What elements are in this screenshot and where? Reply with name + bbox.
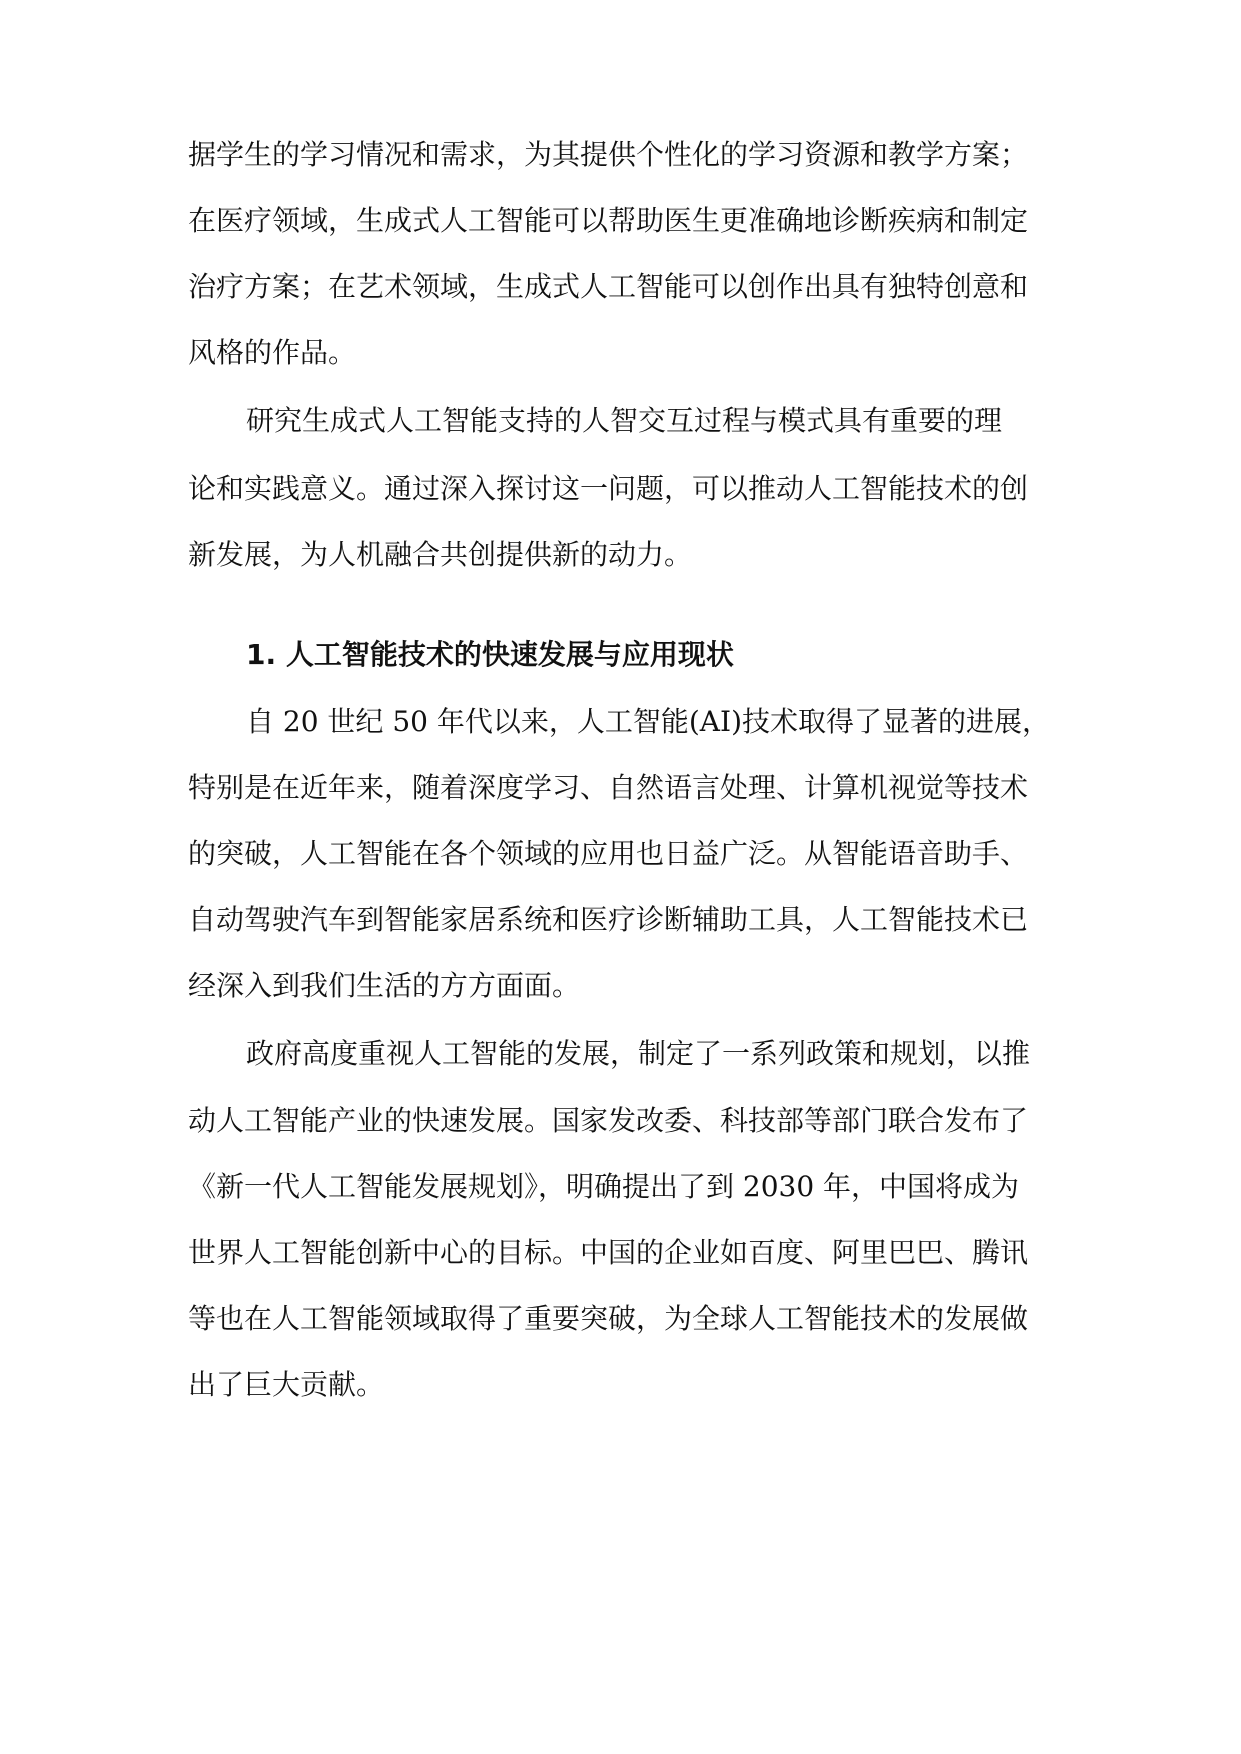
section-heading: 1. 人工智能技术的快速发展与应用现状	[246, 638, 734, 671]
section-paragraph-2-line-6: 出了巨大贡献。	[188, 1368, 385, 1401]
section-paragraph-1-line-4: 自动驾驶汽车到智能家居系统和医疗诊断辅助工具，人工智能技术已	[188, 903, 1029, 936]
paragraph-2-line-3: 新发展，为人机融合共创提供新的动力。	[188, 538, 693, 571]
paragraph-1-line-2: 在医疗领域，生成式人工智能可以帮助医生更准确地诊断疾病和制定	[188, 204, 1029, 237]
section-paragraph-2-line-1: 政府高度重视人工智能的发展，制定了一系列政策和规划，以推	[246, 1037, 1031, 1070]
section-paragraph-2-line-5: 等也在人工智能领域取得了重要突破，为全球人工智能技术的发展做	[188, 1302, 1029, 1335]
document-body	[188, 0, 1058, 1754]
paragraph-2-line-2: 论和实践意义。通过深入探讨这一问题，可以推动人工智能技术的创	[188, 472, 1029, 505]
paragraph-1-line-3: 治疗方案；在艺术领域，生成式人工智能可以创作出具有独特创意和	[188, 270, 1029, 303]
section-paragraph-1-line-2: 特别是在近年来，随着深度学习、自然语言处理、计算机视觉等技术	[188, 771, 1029, 804]
paragraph-2-line-1: 研究生成式人工智能支持的人智交互过程与模式具有重要的理	[246, 404, 1003, 437]
paragraph-1-line-1: 据学生的学习情况和需求，为其提供个性化的学习资源和教学方案；	[188, 138, 1029, 171]
section-paragraph-1-line-1: 自 20 世纪 50 年代以来，人工智能(AI)技术取得了显著的进展，	[246, 705, 1050, 738]
section-paragraph-2-line-4: 世界人工智能创新中心的目标。中国的企业如百度、阿里巴巴、腾讯	[188, 1236, 1029, 1269]
section-paragraph-2-line-3: 《新一代人工智能发展规划》，明确提出了到 2030 年，中国将成为	[188, 1170, 1020, 1203]
section-paragraph-2-line-2: 动人工智能产业的快速发展。国家发改委、科技部等部门联合发布了	[188, 1104, 1029, 1137]
section-paragraph-1-line-5: 经深入到我们生活的方方面面。	[188, 969, 581, 1002]
section-paragraph-1-line-3: 的突破，人工智能在各个领域的应用也日益广泛。从智能语音助手、	[188, 837, 1029, 870]
paragraph-1-line-4: 风格的作品。	[188, 336, 357, 369]
